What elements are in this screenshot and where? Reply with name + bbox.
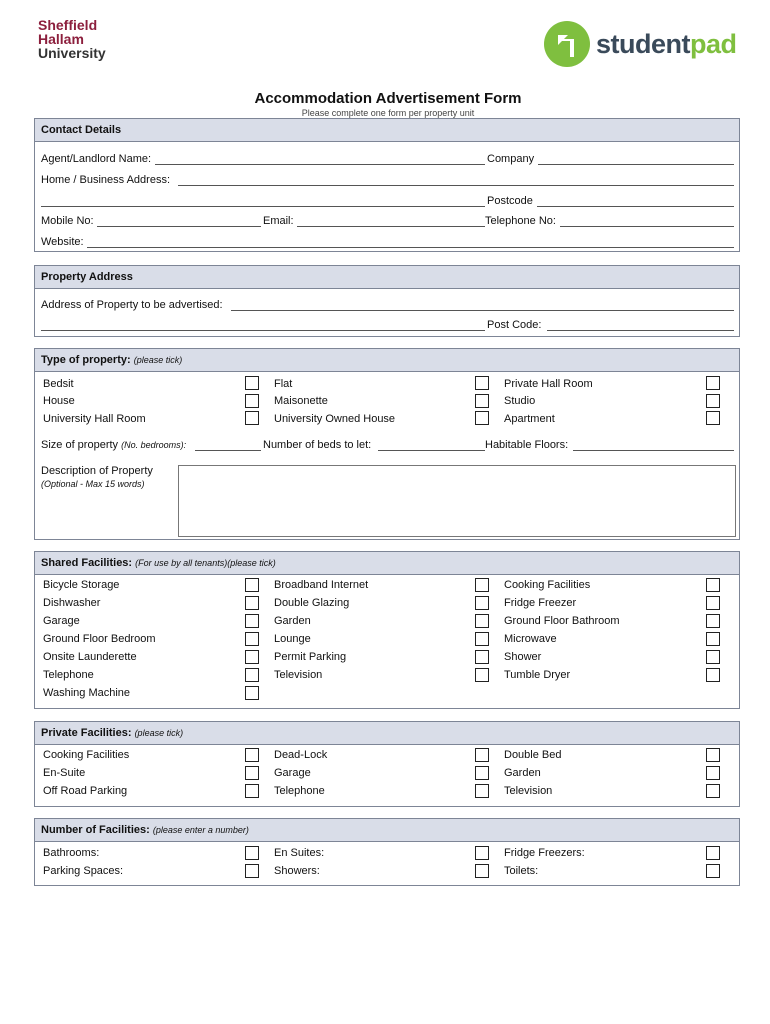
logo-line: Sheffield <box>38 17 98 33</box>
address-field[interactable] <box>178 173 734 186</box>
number-input[interactable] <box>245 846 259 860</box>
shared-checkbox[interactable] <box>475 578 489 592</box>
shared-item: Lounge <box>274 633 311 645</box>
number-input[interactable] <box>245 864 259 878</box>
section-heading-text: Shared Facilities: <box>41 557 133 569</box>
property-address-label: Address of Property to be advertised: <box>41 299 223 311</box>
property-address-section <box>34 265 740 337</box>
private-item: Television <box>504 785 553 797</box>
shared-checkbox[interactable] <box>245 596 259 610</box>
sheffield-hallam-logo <box>38 18 106 60</box>
shared-checkbox[interactable] <box>245 632 259 646</box>
description-note: (Optional - Max 15 words) <box>41 479 145 489</box>
type-item: Flat <box>274 378 293 390</box>
mobile-label: Mobile No: <box>41 215 94 227</box>
address-field-2[interactable] <box>41 194 485 207</box>
shared-item: Onsite Launderette <box>43 651 137 663</box>
section-heading-text: Number of Facilities: <box>41 824 150 836</box>
size-field[interactable] <box>195 438 261 451</box>
description-field[interactable] <box>178 465 736 537</box>
shared-item: Bicycle Storage <box>43 579 120 591</box>
private-item: Double Bed <box>504 749 562 761</box>
section-note: (please tick) <box>133 355 183 365</box>
number-item: Toilets: <box>504 865 539 877</box>
section-heading-text: Private Facilities: <box>41 727 132 739</box>
floors-field[interactable] <box>573 438 734 451</box>
shared-checkbox[interactable] <box>475 632 489 646</box>
logo-line: University <box>38 45 106 61</box>
shared-item: Fridge Freezer <box>504 597 577 609</box>
number-item: Showers: <box>274 865 320 877</box>
section-note: (For use by all tenants)(please tick) <box>135 558 276 568</box>
shared-item: Television <box>274 669 323 681</box>
private-checkbox[interactable] <box>706 748 720 762</box>
section-heading: Contact Details <box>35 119 739 142</box>
property-address-field-2[interactable] <box>41 318 485 331</box>
postcode-label: Postcode <box>487 195 533 207</box>
type-checkbox[interactable] <box>706 411 720 425</box>
shared-item: Shower <box>504 651 542 663</box>
shared-checkbox[interactable] <box>245 650 259 664</box>
contact-section <box>34 118 740 252</box>
beds-field[interactable] <box>378 438 485 451</box>
shared-item: Telephone <box>43 669 94 681</box>
private-checkbox[interactable] <box>245 766 259 780</box>
shared-item: Permit Parking <box>274 651 347 663</box>
telephone-label: Telephone No: <box>485 215 556 227</box>
number-item: Parking Spaces: <box>43 865 124 877</box>
section-heading: Property Address <box>35 266 739 289</box>
section-note: (please tick) <box>134 728 184 738</box>
number-item: Fridge Freezers: <box>504 847 585 859</box>
shared-item: Garden <box>274 615 311 627</box>
shared-checkbox[interactable] <box>245 578 259 592</box>
type-item: University Hall Room <box>43 413 146 425</box>
section-heading <box>35 552 739 575</box>
section-heading <box>35 722 739 745</box>
private-item: Garage <box>274 767 311 779</box>
shared-item: Cooking Facilities <box>504 579 591 591</box>
type-item: Apartment <box>504 413 555 425</box>
private-item: Cooking Facilities <box>43 749 130 761</box>
shared-checkbox[interactable] <box>475 596 489 610</box>
shared-item: Washing Machine <box>43 687 131 699</box>
type-item: Studio <box>504 395 536 407</box>
shared-checkbox[interactable] <box>245 668 259 682</box>
type-checkbox[interactable] <box>245 394 259 408</box>
number-input[interactable] <box>475 864 489 878</box>
post-code-label: Post Code: <box>487 319 542 331</box>
beds-label: Number of beds to let: <box>263 439 372 451</box>
property-address-field[interactable] <box>231 298 734 311</box>
shared-checkbox[interactable] <box>245 686 259 700</box>
telephone-field[interactable] <box>560 214 734 227</box>
postcode-field[interactable] <box>537 194 734 207</box>
email-field[interactable] <box>297 214 485 227</box>
section-heading <box>35 819 739 842</box>
type-checkbox[interactable] <box>475 376 489 390</box>
type-checkbox[interactable] <box>706 376 720 390</box>
size-label <box>41 438 186 452</box>
shared-checkbox[interactable] <box>475 614 489 628</box>
shared-checkbox[interactable] <box>475 650 489 664</box>
private-item: Garden <box>504 767 541 779</box>
email-label: Email: <box>263 215 294 227</box>
shared-item: Double Glazing <box>274 597 350 609</box>
section-note: (please enter a number) <box>152 825 249 835</box>
number-item: En Suites: <box>274 847 325 859</box>
mobile-field[interactable] <box>97 214 261 227</box>
company-field[interactable] <box>538 152 734 165</box>
shared-checkbox[interactable] <box>706 578 720 592</box>
shared-item: Microwave <box>504 633 557 645</box>
private-checkbox[interactable] <box>706 784 720 798</box>
type-section <box>34 348 740 540</box>
page-title: Accommodation Advertisement Form <box>254 90 522 107</box>
type-item: Bedsit <box>43 378 74 390</box>
private-item: Telephone <box>274 785 325 797</box>
type-checkbox[interactable] <box>475 394 489 408</box>
address-label: Home / Business Address: <box>41 174 171 186</box>
private-item: Dead-Lock <box>274 749 328 761</box>
shared-item: Broadband Internet <box>274 579 369 591</box>
section-heading <box>35 349 739 372</box>
private-checkbox[interactable] <box>475 784 489 798</box>
website-field[interactable] <box>87 235 734 248</box>
shared-facilities-section <box>34 551 740 709</box>
arrow-icon <box>544 21 590 67</box>
type-checkbox[interactable] <box>475 411 489 425</box>
type-checkbox[interactable] <box>706 394 720 408</box>
private-checkbox[interactable] <box>245 784 259 798</box>
number-item: Bathrooms: <box>43 847 100 859</box>
type-item: University Owned House <box>274 413 396 425</box>
type-item: Maisonette <box>274 395 328 407</box>
studentpad-logo <box>544 20 737 68</box>
private-facilities-section <box>34 721 740 807</box>
number-input[interactable] <box>706 846 720 860</box>
private-checkbox[interactable] <box>475 748 489 762</box>
number-facilities-section <box>34 818 740 886</box>
agent-label: Agent/Landlord Name: <box>41 153 152 165</box>
shared-checkbox[interactable] <box>245 614 259 628</box>
shared-item: Ground Floor Bathroom <box>504 615 620 627</box>
number-input[interactable] <box>706 864 720 878</box>
shared-item: Dishwasher <box>43 597 101 609</box>
shared-item: Garage <box>43 615 80 627</box>
company-label: Company <box>487 153 535 165</box>
private-checkbox[interactable] <box>245 748 259 762</box>
type-item: House <box>43 395 75 407</box>
section-heading-text: Type of property: <box>41 354 131 366</box>
shared-checkbox[interactable] <box>706 632 720 646</box>
logo-line: Hallam <box>38 31 84 47</box>
description-label: Description of Property <box>41 465 153 477</box>
type-item: Private Hall Room <box>504 378 593 390</box>
shared-checkbox[interactable] <box>475 668 489 682</box>
shared-checkbox[interactable] <box>706 596 720 610</box>
logo-word: pad <box>690 28 737 59</box>
shared-item: Tumble Dryer <box>504 669 571 681</box>
size-note: (No. bedrooms): <box>121 440 187 450</box>
website-label: Website: <box>41 236 84 248</box>
type-checkbox[interactable] <box>245 411 259 425</box>
post-code-field[interactable] <box>547 318 734 331</box>
number-input[interactable] <box>475 846 489 860</box>
size-label-text: Size of property <box>41 439 119 451</box>
shared-checkbox[interactable] <box>706 614 720 628</box>
shared-checkbox[interactable] <box>706 650 720 664</box>
page-subtitle: Please complete one form per property unit <box>301 108 475 118</box>
private-checkbox[interactable] <box>475 766 489 780</box>
private-item: En-Suite <box>43 767 86 779</box>
private-item: Off Road Parking <box>43 785 128 797</box>
shared-checkbox[interactable] <box>706 668 720 682</box>
type-checkbox[interactable] <box>245 376 259 390</box>
shared-item: Ground Floor Bedroom <box>43 633 156 645</box>
private-checkbox[interactable] <box>706 766 720 780</box>
logo-word: student <box>596 28 690 59</box>
floors-label: Habitable Floors: <box>485 439 569 451</box>
agent-field[interactable] <box>155 152 485 165</box>
